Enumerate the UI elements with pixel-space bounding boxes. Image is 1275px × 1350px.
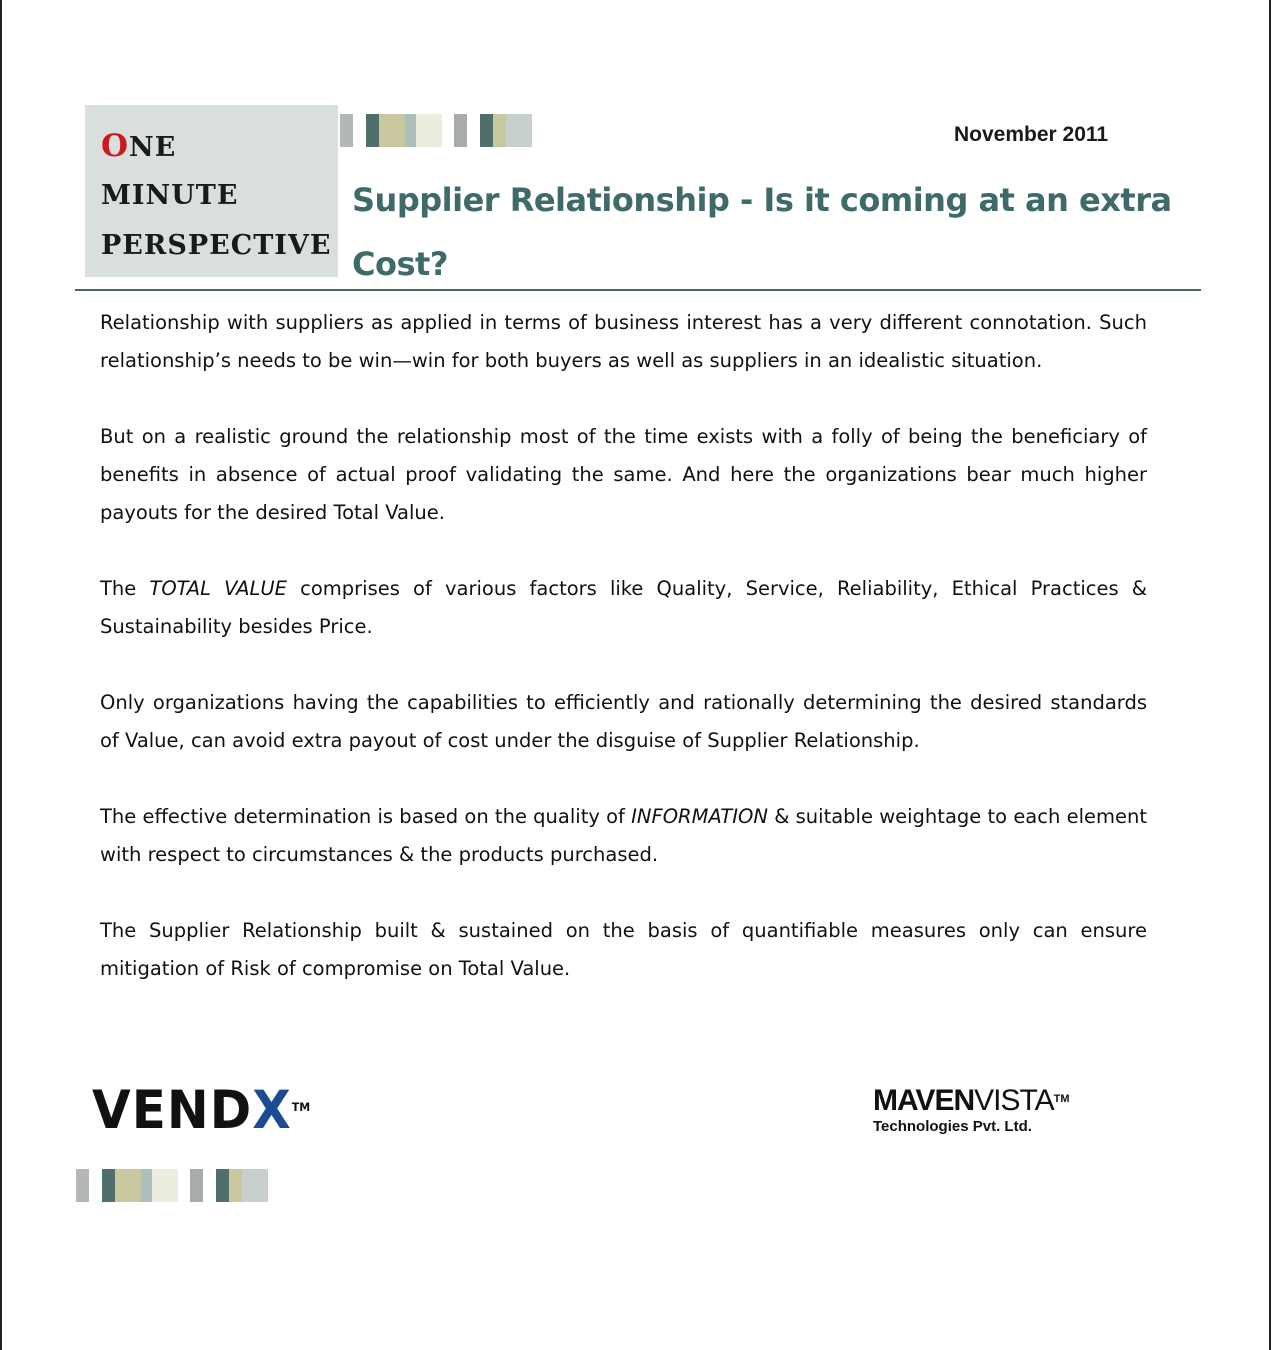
strip-block [454,114,467,147]
brand-line-two: MINUTE [101,180,239,211]
paragraph-3-end: comprises of various factors like Quality, Service, Reliability, Ethical Practices & Sustainability besides Price. [100,577,1147,638]
article-title: Supplier Relationship - Is it coming at an extra Cost? [352,181,1172,283]
paragraph-6: The Supplier Relationship built & sustained on the basis of quantifiable measures only can ensure mitigation of Risk of compromise on Total Value. [100,919,1147,980]
strip-block [506,114,532,147]
vendx-trademark: TM [291,1100,311,1115]
brand-initial: O [101,128,130,164]
brand-line-one-rest: NE [129,132,177,163]
paragraph-3-start: The [100,577,150,600]
strip-block [141,1169,152,1202]
strip-block [203,1169,216,1202]
vista-light: VISTA [974,1084,1054,1117]
decorative-strip-bottom [76,1169,268,1202]
total-value-emphasis: TOTAL VALUE [149,577,287,600]
strip-block [340,114,353,147]
mavenvista-trademark: TM [1053,1093,1070,1105]
paragraph-3 [100,570,1147,646]
strip-block [152,1169,178,1202]
strip-block [76,1169,89,1202]
page-border-left [0,0,2,1350]
paragraph-2: But on a realistic ground the relationship most of the time exists with a folly of being the beneficiary of benefits in absence of actual proof validating the same. And here the organizations bear much higher payouts for the desired Total Value. [100,425,1147,524]
mavenvista-wordmark [873,1084,1069,1118]
information-emphasis: INFORMATION [631,805,768,828]
paragraph-5 [100,798,1147,874]
page-border-right [1269,0,1271,1350]
strip-block [480,114,493,147]
strip-block [366,114,379,147]
vendx-wordmark: VEND [92,1079,253,1141]
paragraph-5-end: & suitable weightage to each element with respect to circumstances & the products purchased. [100,805,1147,866]
strip-block [115,1169,141,1202]
strip-block [379,114,405,147]
paragraph-1: Relationship with suppliers as applied in terms of business interest has a very different connotation. Such relationship’s needs to be win—win for both buyers as well as suppliers in an idealistic situation. [100,311,1147,372]
vendx-logo [92,1081,310,1140]
strip-block [416,114,442,147]
mavenvista-subtitle: Technologies Pvt. Ltd. [873,1118,1032,1135]
strip-block [467,114,480,147]
strip-block [190,1169,203,1202]
strip-block [229,1169,242,1202]
paragraph-4: Only organizations having the capabilities to efficiently and rationally determining the desired standards of Value, can avoid extra payout of cost under the disguise of Supplier Relationship. [100,691,1147,752]
strip-block [178,1169,190,1202]
strip-block [216,1169,229,1202]
vendx-x-letter: X [252,1079,292,1141]
paragraph-5-start: The effective determination is based on the quality of [100,805,632,828]
maven-bold: MAVEN [873,1084,975,1117]
strip-block [405,114,416,147]
issue-date: November 2011 [954,123,1109,146]
strip-block [242,1169,268,1202]
article-body [100,304,1147,988]
strip-block [102,1169,115,1202]
one-minute-perspective-logo [85,105,338,277]
strip-block [493,114,506,147]
strip-block [89,1169,102,1202]
brand-line-three: PERSPECTIVE [101,230,332,261]
title-divider [75,289,1201,291]
strip-block [353,114,366,147]
strip-block [442,114,454,147]
decorative-strip-top [340,114,532,147]
brand-line-one [101,121,338,171]
mavenvista-logo [873,1084,1069,1135]
